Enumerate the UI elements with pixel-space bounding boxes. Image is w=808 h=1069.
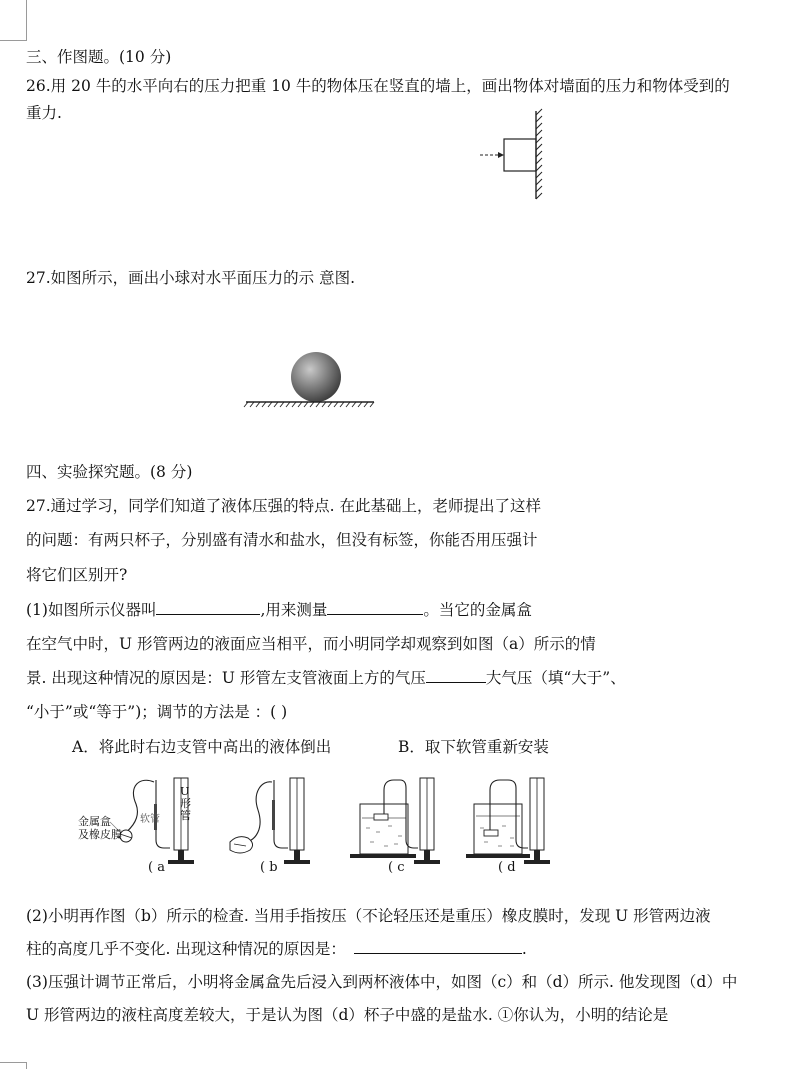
section3-heading: 三、作图题。(10 分)	[26, 48, 172, 66]
part1-text-c: 。当它的金属盒	[423, 601, 532, 619]
part1-text-a: (1)如图所示仪器叫	[26, 601, 157, 619]
answer-blank-instrument[interactable]	[156, 600, 260, 615]
q26-text-line2: 重力.	[26, 104, 62, 122]
part1-line3-text-a: 景. 出现这种情况的原因是：U 形管左支管液面上方的气压	[26, 669, 426, 687]
part2-line2	[26, 937, 527, 959]
caption-b: ( b	[260, 860, 278, 875]
intro-line3: 将它们区别开?	[26, 566, 128, 584]
label-u-tube-line3: 管	[180, 809, 191, 822]
part3-line1: (3)压强计调节正常后，小明将金属盒先后浸入到两杯液体中，如图（c）和（d）所示. 他发现图（d）中	[26, 973, 738, 991]
label-metal-box	[78, 815, 122, 841]
part1-text-b: ,用来测量	[260, 601, 328, 619]
part1-line2: 在空气中时，U 形管两边的液面应当相平，而小明同学却观察到如图（a）所示的情	[26, 635, 596, 653]
ball	[291, 352, 341, 402]
q26-text-line1: 26.用 20 牛的水平向右的压力把重 10 牛的物体压在竖直的墙上，画出物体对墙面的压力和物体受到的	[26, 77, 730, 95]
part1-line3-text-b: 大气压（填“大于”、	[485, 669, 626, 687]
label-u-tube-line1: U	[180, 785, 190, 798]
part1-line4: “小于”或“等于”)；调节的方法是 ：( )	[26, 703, 288, 721]
part1-line1	[26, 598, 532, 620]
push-force-arrowhead	[498, 152, 504, 158]
block	[504, 139, 536, 171]
manometer-figures	[70, 770, 570, 880]
figure-c	[350, 778, 440, 864]
part3-line2: U 形管两边的液柱高度差较大，于是认为图（d）杯子中盛的是盐水. ①你认为，小明的结论是	[26, 1006, 669, 1024]
caption-a: ( a	[148, 860, 165, 875]
part2-line2-text-a: 柱的高度几乎不变化. 出现这种情况的原因是：	[26, 940, 346, 958]
option-a: A．将此时右边支管中高出的液体倒出	[72, 738, 332, 756]
wall-hatching	[536, 109, 542, 199]
label-u-tube-line2: 形	[180, 797, 191, 810]
page-corner-mark-top	[0, 0, 27, 41]
figure-d	[466, 778, 550, 864]
q27-drawing-text: 27.如图所示，画出小球对水平面压力的示 意图.	[26, 269, 356, 287]
option-b: B．取下软管重新安装	[398, 738, 549, 756]
caption-d: ( d	[498, 860, 516, 875]
q26-block-wall-figure	[470, 105, 560, 205]
part2-line2-text-b: .	[521, 940, 527, 958]
label-metal-box-line1: 金属盒	[78, 815, 111, 828]
label-u-tube	[180, 786, 191, 822]
ground-hatching	[244, 402, 374, 407]
caption-c: ( c	[388, 860, 405, 875]
answer-blank-pressure-compare[interactable]	[426, 668, 486, 683]
section4-heading: 四、实验探究题。(8 分)	[26, 463, 193, 481]
intro-line1: 27.通过学习，同学们知道了液体压强的特点. 在此基础上，老师提出了这样	[26, 497, 542, 515]
part1-line3	[26, 666, 626, 688]
part2-line1: (2)小明再作图（b）所示的检查. 当用手指按压（不论轻压还是重压）橡皮膜时，发现 U 形管两边液	[26, 907, 711, 925]
answer-blank-reason[interactable]	[354, 939, 522, 954]
answer-blank-measure[interactable]	[327, 600, 423, 615]
figure-b	[230, 778, 310, 864]
q27-ball-figure	[240, 345, 380, 415]
label-metal-box-line2: 及橡皮膜	[78, 828, 122, 841]
label-hose: 软管	[140, 814, 160, 825]
intro-line2: 的问题：有两只杯子，分别盛有清水和盐水，但没有标签，你能否用压强计	[26, 531, 538, 549]
